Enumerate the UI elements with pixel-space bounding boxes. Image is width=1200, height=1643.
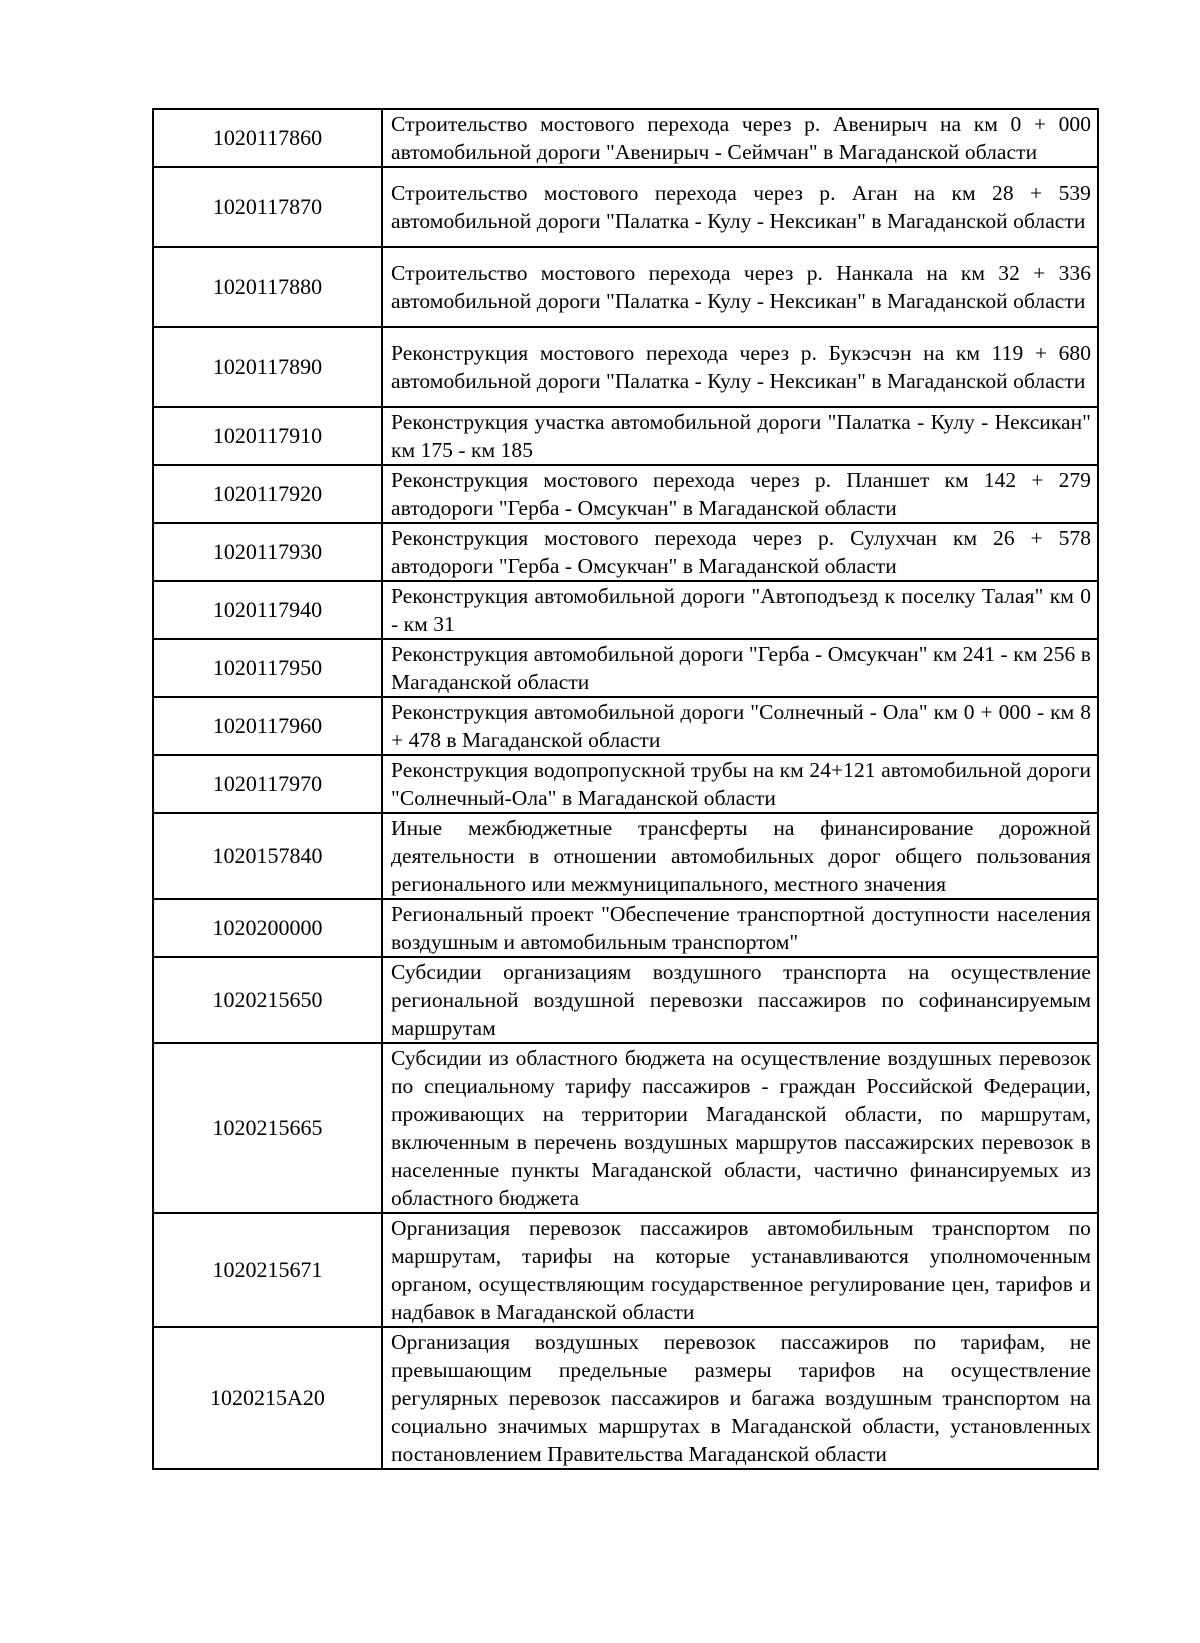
description-cell xyxy=(382,1213,1098,1327)
budget-code-cell: 1020215650 xyxy=(153,957,382,1043)
description-text: Организация перевозок пассажиров автомобильным транспортом по маршрутам, тарифы на которые устанавливаются уполномоченным органом, осуществляющим государственное регулирование цен, тарифов и надбавок в Магаданской области xyxy=(391,1216,1091,1324)
table-row xyxy=(153,957,1098,1043)
description-cell xyxy=(382,957,1098,1043)
description-text: Строительство мостового перехода через р. Аган на км 28 + 539 автомобильной дороги "Палатка - Кулу - Нексикан" в Магаданской области xyxy=(391,181,1091,233)
budget-code-cell: 1020117960 xyxy=(153,697,382,755)
description-cell xyxy=(382,327,1098,407)
description-text: Иные межбюджетные трансферты на финансирование дорожной деятельности в отношении автомобильных дорог общего пользования регионального или межмуниципального, местного значения xyxy=(391,816,1091,896)
description-text: Строительство мостового перехода через р. Нанкала на км 32 + 336 автомобильной дороги "Палатка - Кулу - Нексикан" в Магаданской области xyxy=(391,261,1091,313)
table-row xyxy=(153,523,1098,581)
description-text: Реконструкция автомобильной дороги "Автоподъезд к поселку Талая" км 0 - км 31 xyxy=(391,584,1091,636)
description-cell xyxy=(382,813,1098,899)
description-cell xyxy=(382,697,1098,755)
budget-code-cell: 1020157840 xyxy=(153,813,382,899)
budget-code-table xyxy=(152,108,1099,1470)
description-text: Реконструкция мостового перехода через р. Букэсчэн на км 119 + 680 автомобильной дороги "Палатка - Кулу - Нексикан" в Магаданской области xyxy=(391,341,1091,393)
description-text: Субсидии организациям воздушного транспорта на осуществление региональной воздушной перевозки пассажиров по софинансируемым маршрутам xyxy=(391,960,1091,1040)
document-page xyxy=(152,108,1099,1470)
description-text: Субсидии из областного бюджета на осуществление воздушных перевозок по специальному тарифу пассажиров - граждан Российской Федерации, проживающих на территории Магаданской области, по маршрутам, включенным в перечень воздушных маршрутов пассажирских перевозок в населенные пункты Магаданской области, частично финансируемых из областного бюджета xyxy=(391,1046,1091,1210)
description-text: Организация воздушных перевозок пассажиров по тарифам, не превышающим предельные размеры тарифов на осуществление регулярных перевозок пассажиров и багажа воздушным транспортом на социально значимых маршрутах в Магаданской области, установленных постановлением Правительства Магаданской области xyxy=(391,1330,1091,1466)
description-text: Реконструкция участка автомобильной дороги "Палатка - Кулу - Нексикан" км 175 - км 185 xyxy=(391,410,1091,462)
description-text: Реконструкция автомобильной дороги "Солнечный - Ола" км 0 + 000 - км 8 + 478 в Магаданской области xyxy=(391,700,1091,752)
budget-code-cell: 1020117950 xyxy=(153,639,382,697)
description-cell xyxy=(382,109,1098,167)
budget-code-cell: 1020117870 xyxy=(153,167,382,247)
table-row xyxy=(153,813,1098,899)
budget-code-cell: 1020117930 xyxy=(153,523,382,581)
budget-code-cell: 1020117970 xyxy=(153,755,382,813)
description-cell xyxy=(382,639,1098,697)
description-cell xyxy=(382,755,1098,813)
description-cell xyxy=(382,247,1098,327)
table-row xyxy=(153,167,1098,247)
budget-code-cell: 1020117890 xyxy=(153,327,382,407)
budget-code-cell: 1020215665 xyxy=(153,1043,382,1213)
table-body xyxy=(153,109,1098,1469)
table-row xyxy=(153,639,1098,697)
budget-code-cell: 1020117860 xyxy=(153,109,382,167)
table-row xyxy=(153,755,1098,813)
description-cell xyxy=(382,523,1098,581)
budget-code-cell: 1020117920 xyxy=(153,465,382,523)
table-row xyxy=(153,1213,1098,1327)
description-cell xyxy=(382,465,1098,523)
description-text: Реконструкция автомобильной дороги "Герба - Омсукчан" км 241 - км 256 в Магаданской области xyxy=(391,642,1091,694)
description-cell xyxy=(382,1327,1098,1469)
budget-code-cell: 1020215А20 xyxy=(153,1327,382,1469)
budget-code-cell: 1020117940 xyxy=(153,581,382,639)
table-row xyxy=(153,581,1098,639)
table-row xyxy=(153,465,1098,523)
table-row xyxy=(153,697,1098,755)
budget-code-cell: 1020117910 xyxy=(153,407,382,465)
table-row xyxy=(153,327,1098,407)
description-text: Региональный проект "Обеспечение транспортной доступности населения воздушным и автомобильным транспортом" xyxy=(391,902,1091,954)
description-cell xyxy=(382,167,1098,247)
table-row xyxy=(153,1327,1098,1469)
description-text: Строительство мостового перехода через р. Авенирыч на км 0 + 000 автомобильной дороги "Авенирыч - Сеймчан" в Магаданской области xyxy=(391,112,1091,164)
description-text: Реконструкция мостового перехода через р. Планшет км 142 + 279 автодороги "Герба - Омсукчан" в Магаданской области xyxy=(391,468,1091,520)
description-cell xyxy=(382,407,1098,465)
table-row xyxy=(153,247,1098,327)
table-row xyxy=(153,1043,1098,1213)
description-cell xyxy=(382,899,1098,957)
description-cell xyxy=(382,581,1098,639)
table-row xyxy=(153,109,1098,167)
budget-code-cell: 1020215671 xyxy=(153,1213,382,1327)
table-row xyxy=(153,407,1098,465)
table-row xyxy=(153,899,1098,957)
description-cell xyxy=(382,1043,1098,1213)
budget-code-cell: 1020200000 xyxy=(153,899,382,957)
description-text: Реконструкция мостового перехода через р. Сулухчан км 26 + 578 автодороги "Герба - Омсукчан" в Магаданской области xyxy=(391,526,1091,578)
description-text: Реконструкция водопропускной трубы на км 24+121 автомобильной дороги "Солнечный-Ола" в Магаданской области xyxy=(391,758,1091,810)
budget-code-cell: 1020117880 xyxy=(153,247,382,327)
